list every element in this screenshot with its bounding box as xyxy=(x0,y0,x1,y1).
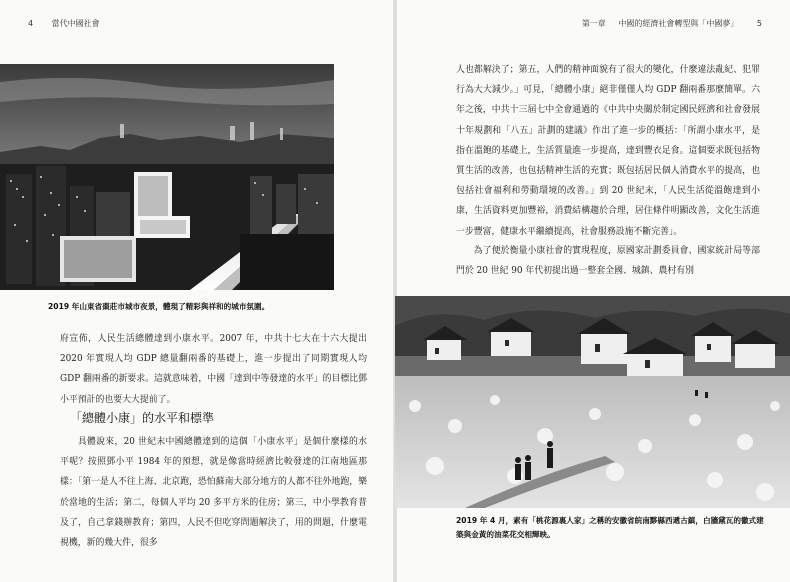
right-page-number: 5 xyxy=(756,19,762,28)
city-night-photo xyxy=(0,64,334,290)
left-running-title: 當代中國社會 xyxy=(51,19,100,28)
right-paragraph-2-text: 為了便於衡量小康社會的實現程度，原國家計劃委員會、國家統計局等部門於 20 世紀 90 年代初提出過一整套全國、城鎮、農村有別 xyxy=(456,246,760,277)
village-photo-caption: 2019 年 4 月，素有「桃花源裏人家」之稱的安徽省皖南黟縣西遞古鎮，白牆黛瓦的徽式建築與金黃的油菜花交相輝映。 xyxy=(456,516,764,539)
left-paragraph-2 xyxy=(60,432,367,553)
left-running-head xyxy=(28,18,100,29)
left-page-number: 4 xyxy=(28,19,34,28)
village-field-photo xyxy=(395,296,790,508)
right-running-head xyxy=(582,18,762,29)
city-photo-caption: 2019 年山東省棗莊市城市夜景，體現了精彩與祥和的城市氛圍。 xyxy=(48,302,270,311)
section-heading: 「總體小康」的水平和標準 xyxy=(70,411,215,425)
right-paragraph-1-text: 人也都解決了；第五，人們的精神面貌有了很大的變化，什麼違法亂紀、犯罪行為大大減少。」可見，「總體小康」絕非僅僅人均 GDP 翻兩番那麼簡單。六年之後，中共十三屆七中全會通過的《中共中央關於制定國民經濟和社會發展十年規劃和「八五」計劃的建議》作出了進一步的概括：「所謂小康水平，是指在溫飽的基礎上，生活質量進一步提高，達到豐衣足食。這個要求既包括物質生活的改善，也包括精神生活的充實；既包括居民個人消費水平的提高，也包括社會福利和勞動環境的改善。」到 20 世紀末，「人民生活從溫飽達到小康，生活資料更加豐裕，消費結構趨於合理，居住條件明顯改善，文化生活進一步豐富，健康水平繼續提高，社會服務設施不斷完善」。 xyxy=(456,65,760,237)
left-paragraph-1 xyxy=(60,329,367,410)
chapter-label: 第一章 xyxy=(581,19,606,28)
right-running-title: 中國的經濟社會轉型與「中國夢」 xyxy=(618,19,739,28)
right-paragraph-1 xyxy=(456,60,760,242)
right-paragraph-2 xyxy=(456,241,760,281)
left-paragraph-1-text: 府宣佈，人民生活總體達到小康水平。2007 年，中共十七大在十六大提出 2020 年實現人均 GDP 總量翻兩番的基礎上，進一步提出了同期實現人均 GDP 翻兩番的新要求。這就意味着，中國「達到中等發達的水平」的目標比鄧小平預計的也要大大提前了。 xyxy=(60,334,367,405)
left-paragraph-2-text: 具體說來，20 世紀末中國總體達到的這個「小康水平」是個什麼樣的水平呢？按照鄧小平 1984 年的預想，就是像當時經濟比較發達的江南地區那樣：「第一是人不往上海、北京跑，恐怕蘇南大部分地方的人都不往外地跑，樂於當地的生活；第二，每個人平均 20 多平方米的住房；第三，中小學教育普及了，自己拿錢辦教育；第四，人民不但吃穿問題解決了，用的問題，什麼電視機，新的幾大件，很多 xyxy=(60,437,367,549)
